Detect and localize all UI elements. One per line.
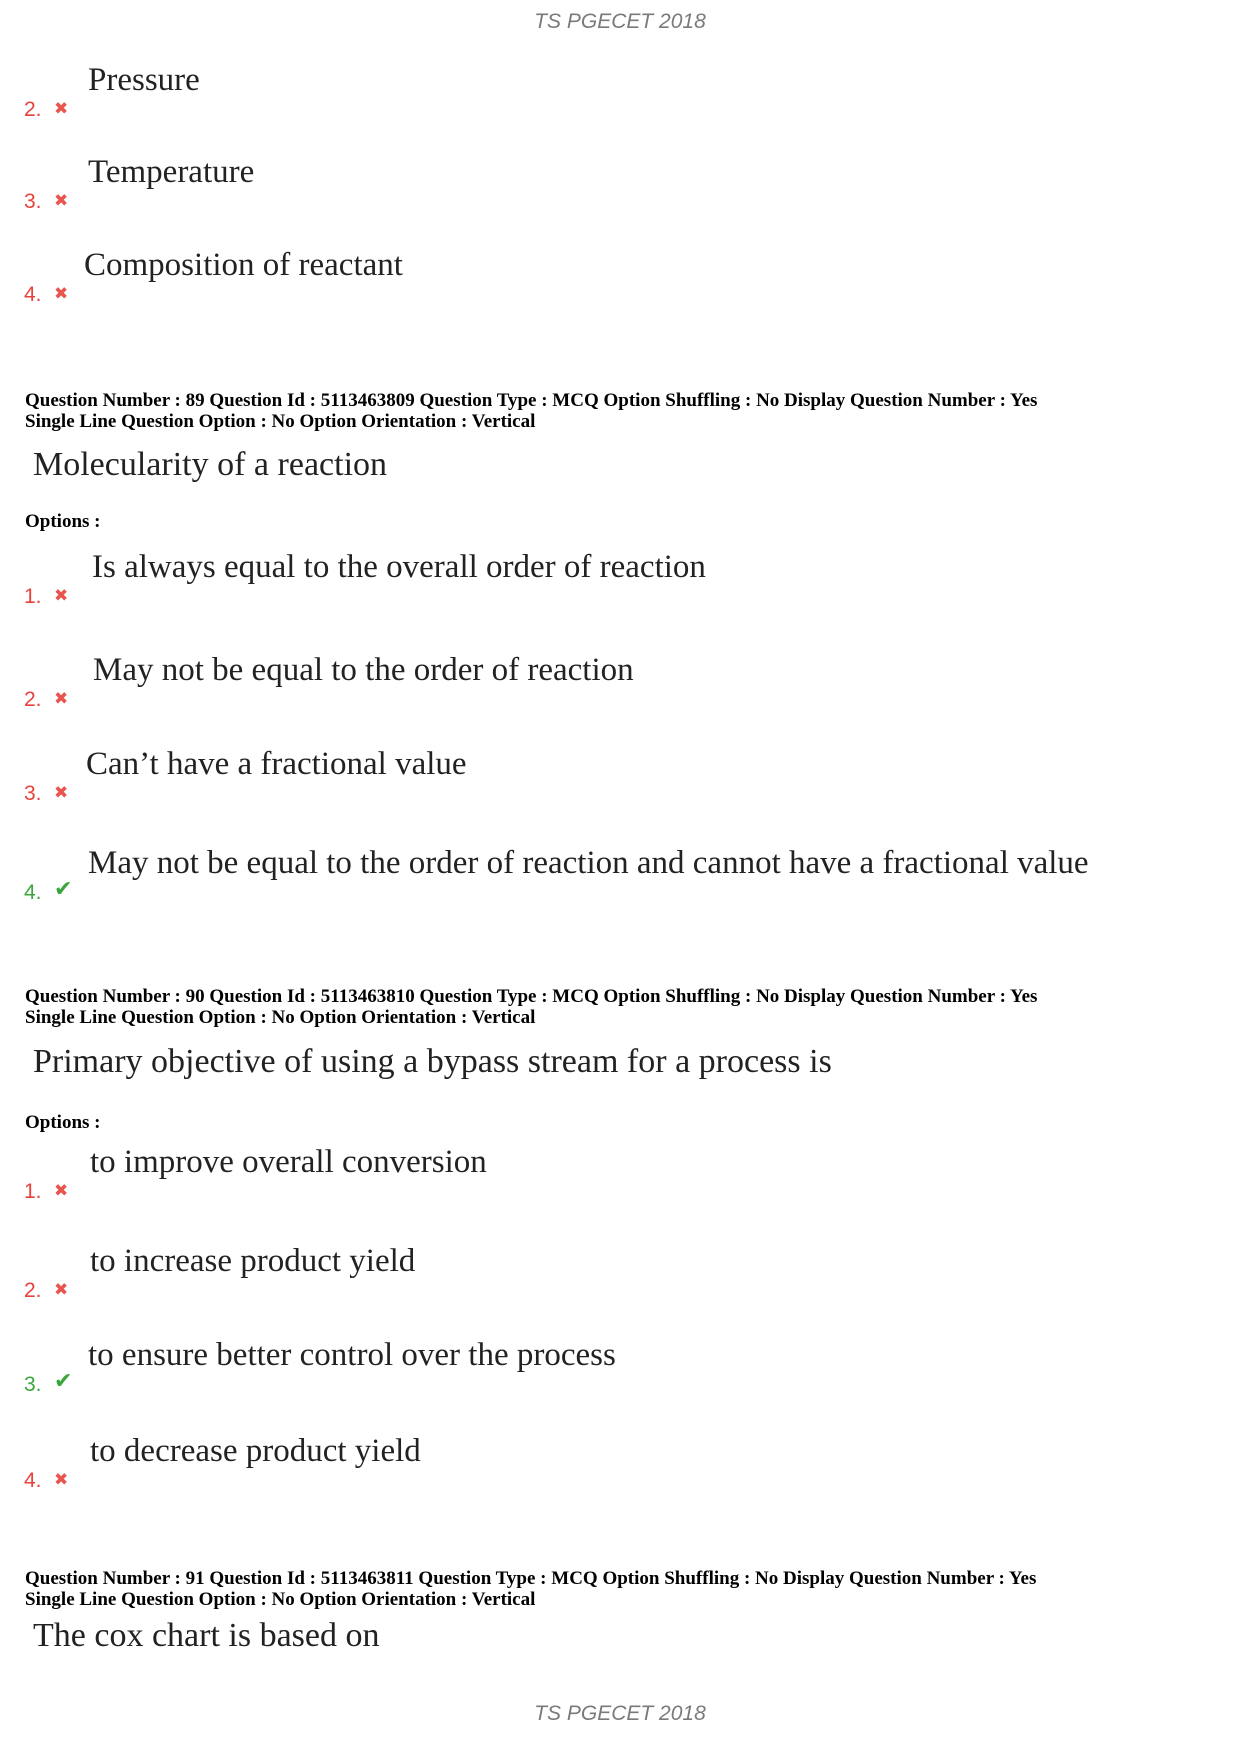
cross-icon: ✖ [54,99,69,119]
cross-icon: ✖ [54,783,69,803]
check-icon: ✔ [54,1369,73,1394]
option-number: 1. [24,1180,42,1203]
question-meta-line-2: Single Line Question Option : No Option Orientation : Vertical [25,411,536,432]
page-header: TS PGECET 2018 [534,10,706,33]
options-label: Options : [25,511,101,532]
option-text: Pressure [88,62,200,98]
q89-option-1 [0,549,1240,609]
question-meta-line-1: Question Number : 91 Question Id : 5113463811 Question Type : MCQ Option Shuffling : No Display Question Number : Yes [25,1568,1037,1589]
option-text: Is always equal to the overall order of reaction [92,549,706,585]
options-label: Options : [25,1112,101,1133]
option-number: 4. [24,283,42,306]
option-number: 2. [24,688,42,711]
option-text: to improve overall conversion [90,1144,487,1180]
q90-option-1 [0,1144,1240,1204]
question-text: Primary objective of using a bypass stream for a process is [33,1043,832,1080]
prev-option-4 [0,247,1240,307]
option-number: 2. [24,98,42,121]
option-text: to ensure better control over the process [88,1337,616,1373]
question-text: The cox chart is based on [33,1617,380,1654]
q89-option-3 [0,746,1240,806]
cross-icon: ✖ [54,586,69,606]
check-icon: ✔ [54,877,73,902]
option-text: Composition of reactant [84,247,403,283]
option-number: 1. [24,585,42,608]
cross-icon: ✖ [54,1280,69,1300]
option-number: 2. [24,1279,42,1302]
q90-option-3 [0,1337,1240,1397]
page-footer: TS PGECET 2018 [534,1702,706,1725]
question-meta-line-1: Question Number : 90 Question Id : 5113463810 Question Type : MCQ Option Shuffling : No Display Question Number : Yes [25,986,1038,1007]
question-text: Molecularity of a reaction [33,446,388,483]
question-meta [25,390,1225,432]
cross-icon: ✖ [54,1181,69,1201]
cross-icon: ✖ [54,191,69,211]
option-text: to decrease product yield [90,1433,421,1469]
question-meta [25,1568,1225,1610]
option-number: 3. [24,1373,42,1396]
q90-option-4 [0,1433,1240,1493]
option-text: to increase product yield [90,1243,416,1279]
prev-option-3 [0,154,1240,214]
question-meta [25,986,1225,1028]
cross-icon: ✖ [54,1470,69,1490]
question-meta-line-2: Single Line Question Option : No Option Orientation : Vertical [25,1007,536,1028]
cross-icon: ✖ [54,284,69,304]
option-text: May not be equal to the order of reaction and cannot have a fractional value [88,845,1089,881]
question-meta-line-2: Single Line Question Option : No Option Orientation : Vertical [25,1589,536,1610]
q89-option-2 [0,652,1240,712]
cross-icon: ✖ [54,689,69,709]
prev-option-2 [0,62,1240,122]
q89-option-4 [0,845,1240,905]
q90-option-2 [0,1243,1240,1303]
option-number: 3. [24,190,42,213]
question-meta-line-1: Question Number : 89 Question Id : 5113463809 Question Type : MCQ Option Shuffling : No Display Question Number : Yes [25,390,1038,411]
option-number: 3. [24,782,42,805]
option-text: Temperature [88,154,255,190]
option-number: 4. [24,881,42,904]
option-text: Can’t have a fractional value [86,746,467,782]
option-text: May not be equal to the order of reaction [93,652,634,688]
option-number: 4. [24,1469,42,1492]
